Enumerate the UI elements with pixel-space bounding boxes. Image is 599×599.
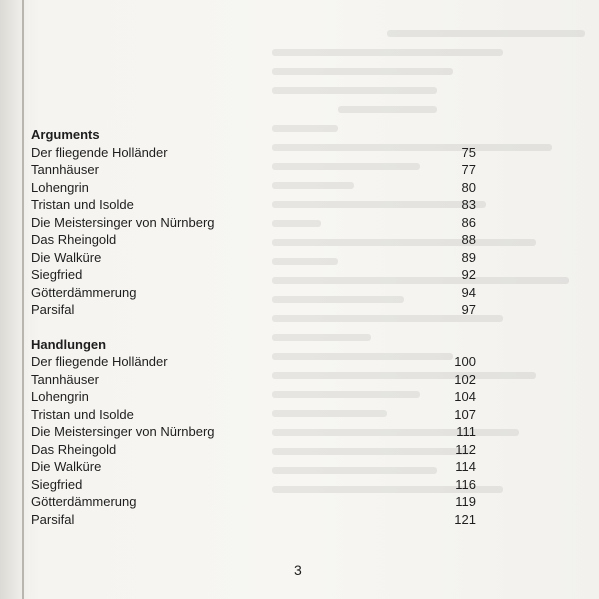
toc-entry-title: Götterdämmerung (31, 284, 137, 300)
toc-entry-page: 83 (461, 197, 476, 212)
toc-entry (31, 511, 476, 529)
toc-entry (31, 493, 476, 511)
toc-entry-title: Die Walküre (31, 459, 102, 474)
toc-entry (31, 249, 476, 267)
toc-entry-page: 119 (455, 494, 476, 509)
toc-entry-title: Parsifal (31, 302, 75, 317)
toc-entry-title: Tannhäuser (31, 162, 99, 177)
toc-entry-title: Parsifal (31, 511, 75, 527)
toc-entry-page: 75 (461, 144, 476, 160)
toc-entry-page: 97 (461, 302, 476, 317)
toc-entry (31, 458, 476, 476)
toc-entry (31, 179, 476, 197)
toc-entry-title: Lohengrin (31, 179, 89, 195)
toc-entry-page: 107 (454, 406, 476, 422)
toc-entry-page: 86 (461, 214, 476, 230)
toc-entry-page: 77 (461, 162, 476, 177)
toc-entry (31, 371, 476, 389)
toc-entry-page: 112 (455, 441, 476, 457)
toc-entry (31, 144, 476, 162)
toc-entry-title: Die Walküre (31, 249, 102, 265)
toc-entry-title: Götterdämmerung (31, 494, 137, 509)
toc-entry-page: 104 (454, 389, 476, 404)
toc-entry-page: 94 (461, 284, 476, 300)
toc-entry (31, 214, 476, 232)
toc-entry (31, 441, 476, 459)
toc-entry-page: 102 (454, 371, 476, 387)
toc-entry-page: 92 (461, 267, 476, 282)
arguments-list (31, 144, 476, 319)
table-of-contents (31, 126, 476, 528)
toc-entry-page: 121 (454, 511, 476, 527)
binding-edge (0, 0, 30, 599)
toc-entry (31, 231, 476, 249)
toc-entry-page: 89 (461, 249, 476, 265)
toc-entry (31, 476, 476, 494)
toc-entry (31, 406, 476, 424)
toc-entry-title: Der fliegende Holländer (31, 354, 168, 369)
toc-entry-title: Lohengrin (31, 389, 89, 404)
toc-entry (31, 423, 476, 441)
toc-entry-title: Das Rheingold (31, 441, 117, 457)
toc-entry-page: 116 (455, 476, 476, 492)
section-heading-arguments: Arguments (31, 127, 100, 142)
toc-entry-title: Der fliegende Holländer (31, 144, 168, 160)
toc-entry (31, 161, 476, 179)
toc-entry-page: 100 (454, 354, 476, 369)
toc-entry-page: 80 (461, 179, 476, 195)
toc-entry-page: 114 (455, 459, 476, 474)
toc-entry (31, 353, 476, 371)
toc-entry (31, 196, 476, 214)
toc-entry (31, 301, 476, 319)
binding-fold-line (22, 0, 24, 599)
toc-entry-title: Das Rheingold (31, 232, 117, 247)
toc-entry-title: Tannhäuser (31, 371, 99, 387)
toc-entry-title: Die Meistersinger von Nürnberg (31, 214, 215, 230)
toc-entry-page: 111 (456, 424, 476, 439)
toc-entry (31, 284, 476, 302)
toc-entry-title: Siegfried (31, 476, 83, 492)
toc-entry-page: 88 (461, 232, 476, 247)
toc-entry-title: Tristan und Isolde (31, 406, 134, 422)
toc-entry-title: Tristan und Isolde (31, 197, 134, 212)
section-heading-handlungen: Handlungen (31, 336, 107, 352)
page-number: 3 (294, 562, 302, 578)
toc-entry-title: Die Meistersinger von Nürnberg (31, 424, 215, 439)
toc-entry (31, 388, 476, 406)
handlungen-list (31, 353, 476, 528)
toc-entry (31, 266, 476, 284)
toc-entry-title: Siegfried (31, 267, 83, 282)
